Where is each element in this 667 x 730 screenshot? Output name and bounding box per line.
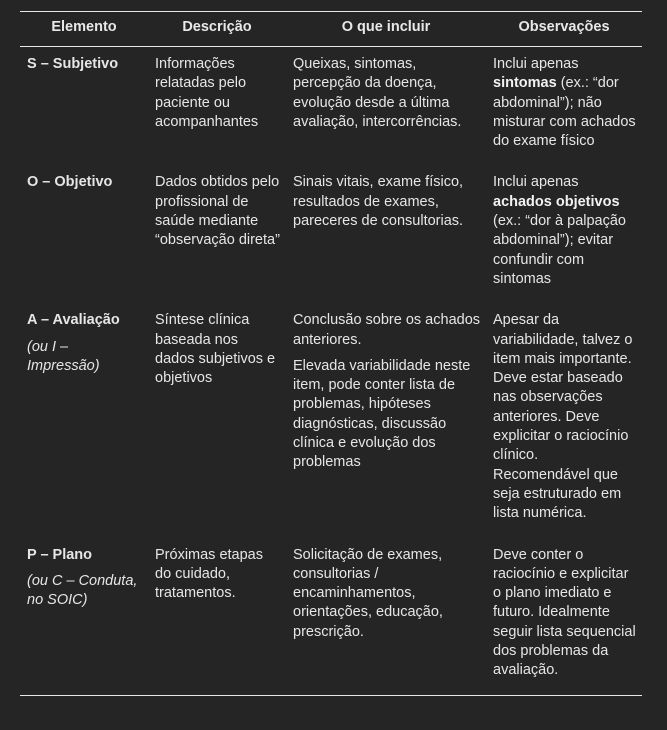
element-alias: (ou C – Conduta, no SOIC) [27, 572, 138, 609]
element-name: O – Objetivo [27, 174, 113, 191]
obs-emphasis: sintomas [493, 75, 557, 92]
include-text: Solicitação de exames, consultorias / encaminhamentos, orientações, educação, prescrição. [293, 546, 443, 640]
cell-element [20, 303, 148, 537]
header-descricao: Descrição [182, 19, 252, 36]
obs-text-rest: (ex.: “dor à palpação abdominal”); evitar confundir com sintomas [493, 213, 626, 287]
cell-element [20, 47, 148, 166]
element-name: P – Plano [27, 546, 93, 563]
obs-emphasis: achados objetivos [493, 193, 620, 210]
table-row-objetivo [20, 165, 642, 303]
obs-text: Inclui apenas [493, 174, 579, 191]
cell-element [20, 165, 148, 303]
table-row-subjetivo [20, 47, 642, 166]
cell-description: Síntese clínica baseada nos dados subjetivos e objetivos [155, 312, 276, 387]
obs-text: Apesar da variabilidade, talvez o item mais importante. Deve estar baseado nas observações anteriores. Deve explicitar o raciocínio clínico. Recomendável que seja estruturado em lista numérica. [493, 312, 633, 522]
include-text: Sinais vitais, exame físico, resultados de exames, pareceres de consultorias. [293, 174, 464, 230]
obs-text: Deve conter o raciocínio e explicitar o plano imediato e futuro. Idealmente seguir lista sequencial dos problemas da avaliação. [493, 546, 636, 679]
cell-include [286, 303, 486, 537]
cell-observations [486, 538, 642, 696]
header-elemento: Elemento [51, 19, 117, 36]
include-text: Conclusão sobre os achados anteriores. [293, 312, 481, 348]
obs-text: Inclui apenas [493, 56, 579, 72]
cell-description: Próximas etapas do cuidado, tratamentos. [155, 546, 263, 602]
table-row-avaliacao [20, 303, 642, 537]
cell-observations [486, 303, 642, 537]
cell-include [286, 165, 486, 303]
cell-description: Informações relatadas pelo paciente ou acompanhantes [155, 56, 259, 130]
cell-include [286, 47, 486, 166]
table-row-plano [20, 538, 642, 696]
soap-table [20, 11, 642, 696]
cell-element [20, 538, 148, 696]
table-header [20, 12, 642, 47]
cell-description: Dados obtidos pelo profissional de saúde mediante “observação direta” [155, 174, 280, 249]
cell-observations [486, 165, 642, 303]
element-name: A – Avaliação [27, 312, 120, 329]
element-alias: (ou I – Impressão) [27, 338, 100, 374]
element-name: S – Subjetivo [27, 56, 119, 72]
cell-observations [486, 47, 642, 166]
cell-include [286, 538, 486, 696]
soap-table-container [20, 11, 642, 696]
include-text-2: Elevada variabilidade neste item, pode conter lista de problemas, hipóteses diagnósticas, discussão clínica e evolução dos problemas [293, 357, 471, 471]
header-observacoes: Observações [518, 19, 610, 36]
include-text: Queixas, sintomas, percepção da doença, evolução desde a última avaliação, intercorrências. [293, 56, 462, 130]
header-row [20, 12, 642, 47]
table-body [20, 47, 642, 696]
obs-text-rest: (ex.: “dor abdominal”); não misturar com achados do exame físico [493, 75, 636, 150]
header-o-que-incluir: O que incluir [341, 19, 431, 36]
